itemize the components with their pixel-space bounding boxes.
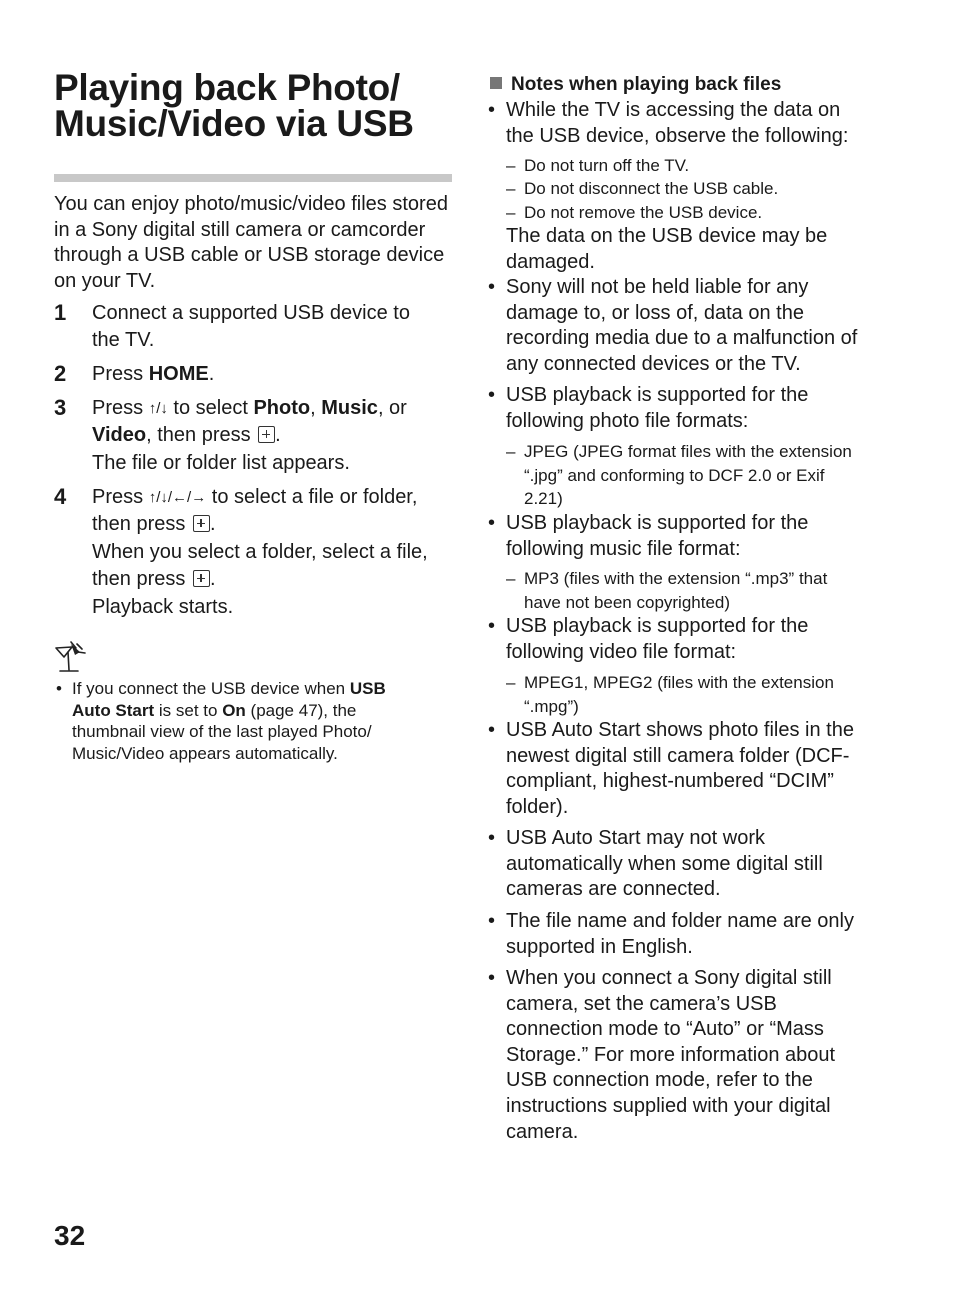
step-1-line-2: the TV. [92, 329, 155, 352]
hint-text-3: (page 47), the [245, 700, 357, 720]
enter-button-icon [193, 515, 210, 532]
up-down-arrow-icon: ↑/↓ [148, 400, 168, 417]
bullet: • [488, 99, 496, 121]
step-text [92, 300, 454, 355]
step-number: 3 [54, 395, 67, 420]
note-text [506, 966, 906, 1145]
bullet: • [488, 276, 496, 298]
hint-bold-on: On [222, 700, 246, 720]
sub-text: Do not turn off the TV. [524, 156, 690, 175]
note-line: USB playback is supported for the [506, 384, 809, 406]
note-line: automatically when some digital still [506, 852, 823, 875]
note-continuation [506, 224, 906, 275]
notes-heading [490, 74, 781, 96]
step-1-line-1: Connect a supported USB device to [92, 302, 410, 324]
bullet: • [488, 384, 496, 406]
enter-button-icon [193, 570, 210, 587]
note-line: following photo file formats: [506, 409, 749, 432]
note-line: USB playback is supported for the [506, 615, 809, 637]
note-line: camera, set the camera’s USB [506, 992, 777, 1015]
note-text [506, 826, 906, 903]
dash: – [506, 673, 516, 692]
step-number: 4 [54, 484, 67, 509]
note-line: connection mode to “Auto” or “Mass [506, 1018, 824, 1041]
hint-line-2 [72, 700, 454, 722]
dash: – [506, 442, 516, 461]
step-3-press: Press [92, 397, 149, 419]
dash: – [506, 569, 516, 588]
step-4-folder-line: When you select a folder, select a file, [92, 540, 428, 563]
step-3-comma: , [310, 397, 322, 419]
bullet: • [488, 615, 496, 637]
step-4-line-4 [92, 566, 454, 593]
step-3-to-select: to select [167, 397, 254, 419]
step-number: 2 [54, 361, 67, 386]
bullet: • [488, 512, 496, 534]
note-line: cameras are connected. [506, 878, 721, 901]
hint-text-2: is set to [154, 700, 223, 720]
note-text [506, 383, 906, 434]
note-line: compliant, highest-numbered “DCIM” [506, 770, 834, 793]
note-line: following music file format: [506, 537, 741, 560]
step-4-period-2: . [209, 568, 216, 591]
dash: – [506, 179, 516, 198]
note-line: USB playback is supported for the [506, 512, 809, 534]
sub-line: MPEG1, MPEG2 (files with the extension [524, 673, 834, 692]
step-4-to-select: to select a file or folder, [206, 486, 418, 508]
step-3-then-press: , then press [146, 424, 257, 447]
step-2-pre: Press [92, 363, 149, 385]
hint-body [72, 678, 454, 764]
bullet: • [488, 910, 496, 932]
note-line: The file name and folder name are only [506, 910, 854, 932]
hint-lamp-icon [54, 640, 92, 674]
music-option-label: Music [321, 397, 378, 419]
step-text [92, 361, 454, 388]
video-option-label: Video [92, 424, 147, 447]
sub-text [524, 567, 906, 614]
home-button-label: HOME [148, 363, 209, 385]
note-text [506, 275, 906, 377]
step-4-period: . [209, 513, 216, 536]
sub-line: “.jpg” and conforming to DCF 2.0 or Exif [524, 465, 825, 485]
hint-bold-auto-start: Auto Start [72, 700, 155, 720]
step-text [92, 484, 454, 621]
sub-text [524, 671, 906, 718]
page-number: 32 [54, 1220, 86, 1251]
note-text [506, 98, 906, 149]
step-3-line-2 [92, 422, 454, 449]
step-4-line-1 [92, 484, 454, 511]
note-line: damaged. [506, 250, 595, 273]
note-line: instructions supplied with your digital [506, 1094, 831, 1117]
step-3-period: . [275, 424, 281, 447]
direction-arrows-icon: ↑/↓/←/→ [148, 489, 207, 506]
note-line: While the TV is accessing the data on [506, 99, 841, 121]
note-line: USB connection mode, refer to the [506, 1069, 813, 1092]
intro-paragraph: You can enjoy photo/music/video files stored in a Sony digital still camera or camcorder through a USB cable or USB storage device on your TV. [54, 193, 448, 292]
note-line: Sony will not be held liable for any [506, 276, 809, 298]
bullet: • [56, 679, 62, 698]
notes-heading-text: Notes when playing back files [511, 74, 782, 95]
note-line: the USB device, observe the following: [506, 124, 849, 147]
sub-line: JPEG (JPEG format files with the extension [524, 442, 852, 461]
step-4-result: Playback starts. [92, 595, 234, 618]
note-line: camera. [506, 1120, 579, 1143]
step-3-result: The file or folder list appears. [92, 451, 350, 474]
note-text [506, 614, 906, 665]
step-4-press: Press [92, 486, 149, 508]
note-line: recording media due to a malfunction of [506, 327, 858, 350]
page-title-line-2: Music/Video via USB [54, 103, 414, 144]
sub-text: Do not disconnect the USB cable. [524, 179, 779, 198]
square-bullet-icon [490, 77, 502, 89]
hint-line-1 [72, 678, 454, 700]
note-line: supported in English. [506, 935, 693, 958]
hint-line-4: Music/Video appears automatically. [72, 743, 338, 763]
dash: – [506, 156, 516, 175]
note-line: The data on the USB device may be [506, 225, 828, 247]
hint-line-3: thumbnail view of the last played Photo/ [72, 722, 372, 742]
note-line: newest digital still camera folder (DCF- [506, 744, 850, 767]
hint-text-1: If you connect the USB device when [72, 679, 350, 698]
bullet: • [488, 827, 496, 849]
dash: – [506, 203, 516, 222]
step-3-line-1 [92, 395, 454, 422]
note-text [506, 909, 906, 960]
step-4-line-2 [92, 511, 454, 538]
photo-option-label: Photo [253, 397, 311, 419]
sub-line: “.mpg”) [524, 696, 579, 716]
sub-text [524, 440, 906, 511]
enter-button-icon [258, 426, 275, 443]
sub-line: MP3 (files with the extension “.mp3” that [524, 569, 828, 588]
section-divider [54, 174, 452, 182]
page-title [54, 67, 474, 144]
step-4-then-press-2: then press [92, 568, 191, 591]
note-line: When you connect a Sony digital still [506, 967, 832, 989]
note-line: following video file format: [506, 640, 737, 663]
step-4-then-press: then press [92, 513, 191, 536]
note-line: damage to, or loss of, data on the [506, 301, 804, 324]
note-line: USB Auto Start shows photo files in the [506, 719, 854, 741]
note-line: Storage.” For more information about [506, 1043, 836, 1066]
sub-line: 2.21) [524, 489, 563, 508]
step-2-post: . [208, 363, 215, 385]
step-number: 1 [54, 300, 67, 325]
bullet: • [488, 719, 496, 741]
step-text [92, 395, 454, 477]
page-title-line-1: Playing back Photo/ [54, 67, 400, 108]
note-line: USB Auto Start may not work [506, 827, 765, 849]
step-3-or: , or [377, 397, 407, 419]
note-text [506, 511, 906, 562]
bullet: • [488, 967, 496, 989]
sub-line: have not been copyrighted) [524, 592, 731, 612]
hint-bold-usb: USB [349, 679, 386, 698]
step-2-line [92, 361, 454, 388]
note-line: any connected devices or the TV. [506, 352, 801, 375]
note-text [506, 718, 906, 820]
note-line: folder). [506, 795, 569, 818]
sub-text: Do not remove the USB device. [524, 203, 763, 222]
